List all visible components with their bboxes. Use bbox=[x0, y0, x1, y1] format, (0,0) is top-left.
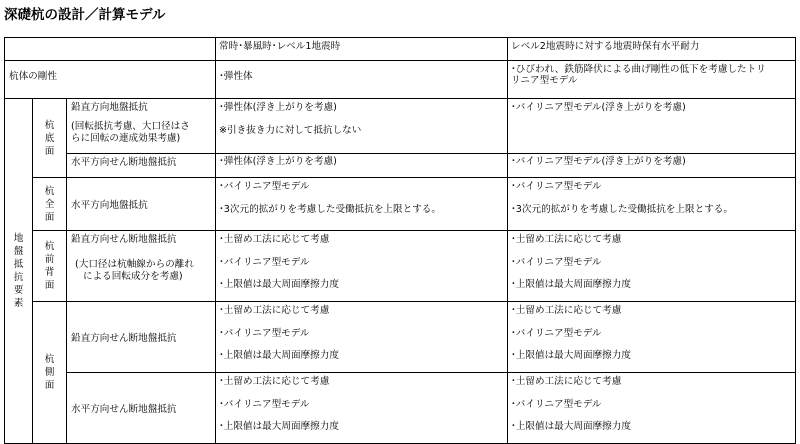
side-horizontal-normal-line: ･上限値は最大周面摩擦力度 bbox=[219, 421, 339, 432]
frontback-vertical-level2 bbox=[508, 231, 796, 302]
bottom-horizontal-label: 水平方向せん断地盤抵抗 bbox=[67, 154, 216, 178]
bottom-vertical-level2-line1: ･バイリニア型モデル(浮き上がりを考慮) bbox=[511, 102, 686, 113]
bottom-vertical-sublabel bbox=[71, 121, 215, 145]
bottom-horizontal-normal: ･弾性体(浮き上がりを考慮) bbox=[216, 154, 508, 178]
side-vertical-row bbox=[5, 302, 796, 373]
rigidity-level2-line1: ･ひびわれ、鉄筋降伏による曲げ剛性の低下を考慮したトリ bbox=[511, 64, 766, 75]
section-char: 前 bbox=[44, 254, 55, 265]
rigidity-row bbox=[5, 61, 796, 99]
section-char: 背 bbox=[44, 267, 55, 278]
group-char: 抗 bbox=[13, 272, 24, 283]
group-char: 素 bbox=[13, 298, 24, 309]
frontback-vertical-sublabel-line1: (大口径は杭軸線からの離れ bbox=[75, 259, 194, 270]
bottom-vertical-level2 bbox=[508, 99, 796, 154]
whole-horizontal-level2-line2: ･3次元的拡がりを考慮した受働抵抗を上限とする。 bbox=[511, 203, 733, 215]
side-vertical-label: 鉛直方向せん断地盤抵抗 bbox=[67, 302, 216, 373]
frontback-vertical-level2-line: ･上限値は最大周面摩擦力度 bbox=[511, 279, 631, 290]
frontback-vertical-title: 鉛直方向せん断地盤抵抗 bbox=[71, 234, 177, 245]
side-horizontal-normal bbox=[216, 373, 508, 444]
side-horizontal-label: 水平方向せん断地盤抵抗 bbox=[67, 373, 216, 444]
whole-horizontal-level2-line1: ･バイリニア型モデル bbox=[511, 181, 602, 192]
rigidity-label: 杭体の剛性 bbox=[5, 61, 216, 99]
section-char: 底 bbox=[44, 132, 55, 144]
section-label-frontback bbox=[33, 231, 67, 302]
bottom-vertical-title: 鉛直方向地盤抵抗 bbox=[71, 102, 148, 113]
bottom-vertical-row bbox=[5, 99, 796, 154]
whole-horizontal-row bbox=[5, 178, 796, 231]
side-vertical-level2 bbox=[508, 302, 796, 373]
section-char: 面 bbox=[44, 380, 55, 391]
side-vertical-normal-line: ･土留め工法に応じて考慮 bbox=[219, 305, 330, 316]
frontback-vertical-sublabel-line2: による回転成分を考慮) bbox=[83, 271, 183, 282]
rigidity-level2-line2: リニア型モデル bbox=[511, 75, 578, 86]
group-char: 盤 bbox=[13, 246, 24, 257]
section-char: 杭 bbox=[44, 354, 55, 365]
frontback-vertical-normal-line: ･土留め工法に応じて考慮 bbox=[219, 234, 330, 245]
section-label-side bbox=[33, 302, 67, 444]
section-char: 面 bbox=[44, 280, 55, 291]
section-label-bottom bbox=[33, 99, 67, 178]
side-horizontal-level2 bbox=[508, 373, 796, 444]
side-vertical-level2-line: ･上限値は最大周面摩擦力度 bbox=[511, 350, 631, 361]
frontback-vertical-label bbox=[67, 231, 216, 302]
side-vertical-level2-line: ･土留め工法に応じて考慮 bbox=[511, 305, 622, 316]
rigidity-level2 bbox=[508, 61, 796, 99]
bottom-horizontal-level2: ･バイリニア型モデル(浮き上がりを考慮) bbox=[508, 154, 796, 178]
frontback-vertical-normal bbox=[216, 231, 508, 302]
side-vertical-normal bbox=[216, 302, 508, 373]
side-horizontal-normal-line: ･バイリニア型モデル bbox=[219, 398, 310, 410]
group-char: 抵 bbox=[13, 259, 24, 270]
header-normal: 常時･暴風時･レベル1地震時 bbox=[216, 38, 508, 61]
section-char: 面 bbox=[44, 145, 55, 157]
side-vertical-level2-line: ･バイリニア型モデル bbox=[511, 327, 602, 339]
side-horizontal-level2-line: ･土留め工法に応じて考慮 bbox=[511, 376, 622, 387]
frontback-vertical-level2-line: ･土留め工法に応じて考慮 bbox=[511, 234, 622, 245]
bottom-vertical-normal-line2: ※引き抜き力に対して抵抗しない bbox=[219, 124, 362, 136]
bottom-vertical-sublabel-line2: らに回転の連成効果考慮) bbox=[71, 133, 181, 144]
whole-horizontal-label: 水平方向地盤抵抗 bbox=[67, 178, 216, 231]
header-level2: レベル2地震時に対する地震時保有水平耐力 bbox=[508, 38, 796, 61]
frontback-vertical-row bbox=[5, 231, 796, 302]
side-horizontal-normal-line: ･土留め工法に応じて考慮 bbox=[219, 376, 330, 387]
design-model-table bbox=[4, 37, 796, 444]
bottom-vertical-normal-line1: ･弾性体(浮き上がりを考慮) bbox=[219, 102, 337, 113]
group-label-ground-resistance bbox=[5, 99, 33, 444]
whole-horizontal-normal bbox=[216, 178, 508, 231]
side-horizontal-row bbox=[5, 373, 796, 444]
whole-horizontal-level2 bbox=[508, 178, 796, 231]
side-vertical-normal-line: ･バイリニア型モデル bbox=[219, 327, 310, 339]
section-char: 杭 bbox=[44, 241, 55, 252]
section-char: 全 bbox=[44, 198, 55, 210]
rigidity-normal: ･弾性体 bbox=[216, 61, 508, 99]
bottom-vertical-label bbox=[67, 99, 216, 154]
frontback-vertical-level2-line: ･バイリニア型モデル bbox=[511, 256, 602, 268]
section-char: 杭 bbox=[44, 119, 55, 131]
side-horizontal-level2-line: ･上限値は最大周面摩擦力度 bbox=[511, 421, 631, 432]
section-char: 杭 bbox=[44, 185, 55, 197]
section-char: 面 bbox=[44, 211, 55, 223]
bottom-vertical-normal bbox=[216, 99, 508, 154]
group-char: 要 bbox=[13, 285, 24, 296]
group-char: 地 bbox=[13, 233, 24, 244]
bottom-horizontal-row bbox=[5, 154, 796, 178]
header-empty-cell bbox=[5, 38, 216, 61]
side-vertical-normal-line: ･上限値は最大周面摩擦力度 bbox=[219, 350, 339, 361]
section-label-whole bbox=[33, 178, 67, 231]
frontback-vertical-normal-line: ･上限値は最大周面摩擦力度 bbox=[219, 279, 339, 290]
whole-horizontal-normal-line1: ･バイリニア型モデル bbox=[219, 181, 310, 192]
frontback-vertical-normal-line: ･バイリニア型モデル bbox=[219, 256, 310, 268]
section-char: 側 bbox=[44, 367, 55, 378]
side-horizontal-level2-line: ･バイリニア型モデル bbox=[511, 398, 602, 410]
frontback-vertical-sublabel bbox=[71, 259, 215, 283]
whole-horizontal-normal-line2: ･3次元的拡がりを考慮した受働抵抗を上限とする。 bbox=[219, 203, 441, 215]
page-title: 深礎杭の設計／計算モデル bbox=[4, 7, 166, 23]
bottom-vertical-sublabel-line1: (回転抵抗考慮、大口径はさ bbox=[71, 121, 190, 132]
header-row bbox=[5, 38, 796, 61]
